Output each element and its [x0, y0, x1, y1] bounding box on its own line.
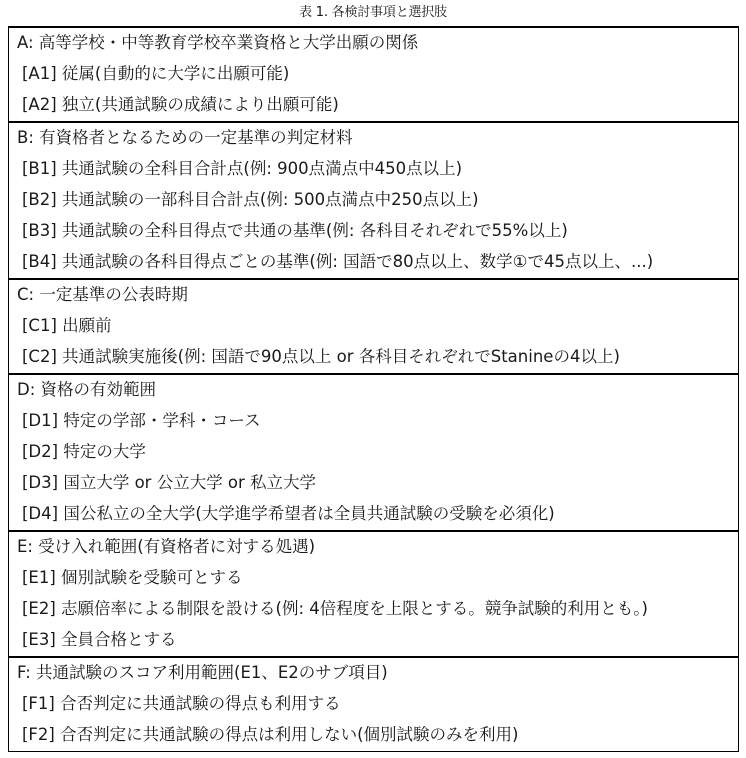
- option-item-d4: [D4] 国公私立の全大学(大学進学希望者は全員共通試験の受験を必須化): [22, 504, 555, 523]
- table-caption: 表 1. 各検討事項と選択肢: [299, 5, 447, 20]
- option-item-b4: [B4] 共通試験の各科目得点ごとの基準(例: 国語で80点以上、数学①で45点以上、...): [22, 252, 654, 271]
- option-item-e2: [E2] 志願倍率による制限を設ける(例: 4倍程度を上限とする。競争試験的利用とも。): [22, 599, 648, 618]
- option-item-e3: [E3] 全員合格とする: [22, 630, 177, 649]
- section-heading: D: 資格の有効範囲: [17, 380, 157, 399]
- section-c: [9, 278, 738, 373]
- section-heading: F: 共通試験のスコア利用範囲(E1、E2のサブ項目): [17, 663, 388, 682]
- option-item-d3: [D3] 国立大学 or 公立大学 or 私立大学: [22, 473, 317, 492]
- option-item-a2: [A2] 独立(共通試験の成績により出願可能): [22, 95, 339, 114]
- option-item-b2: [B2] 共通試験の一部科目合計点(例: 500点満点中250点以上): [22, 190, 479, 209]
- section-e: [9, 530, 738, 656]
- option-item-f2: [F2] 合否判定に共通試験の得点は利用しない(個別試験のみを利用): [22, 725, 519, 744]
- section-d: [9, 373, 738, 530]
- option-item-d1: [D1] 特定の学部・学科・コース: [22, 411, 261, 430]
- option-item-b3: [B3] 共通試験の全科目得点で共通の基準(例: 各科目それぞれで55%以上): [22, 221, 568, 240]
- section-a: [9, 28, 738, 121]
- option-item-c2: [C2] 共通試験実施後(例: 国語で90点以上 or 各科目それぞれでStanineの4以上): [22, 347, 620, 366]
- option-item-c1: [C1] 出願前: [22, 316, 112, 335]
- option-item-d2: [D2] 特定の大学: [22, 442, 146, 461]
- section-heading: E: 受け入れ範囲(有資格者に対する処遇): [17, 537, 316, 556]
- options-table: [8, 26, 739, 752]
- section-heading: C: 一定基準の公表時期: [17, 285, 188, 304]
- option-item-a1: [A1] 従属(自動的に大学に出願可能): [22, 64, 290, 83]
- section-b: [9, 121, 738, 278]
- option-item-b1: [B1] 共通試験の全科目合計点(例: 900点満点中450点以上): [22, 159, 463, 178]
- section-f: [9, 656, 738, 751]
- option-item-f1: [F1] 合否判定に共通試験の得点も利用する: [22, 694, 341, 713]
- option-item-e1: [E1] 個別試験を受験可とする: [22, 568, 243, 587]
- section-heading: B: 有資格者となるための一定基準の判定材料: [17, 128, 353, 147]
- section-heading: A: 高等学校・中等教育学校卒業資格と大学出願の関係: [17, 33, 419, 52]
